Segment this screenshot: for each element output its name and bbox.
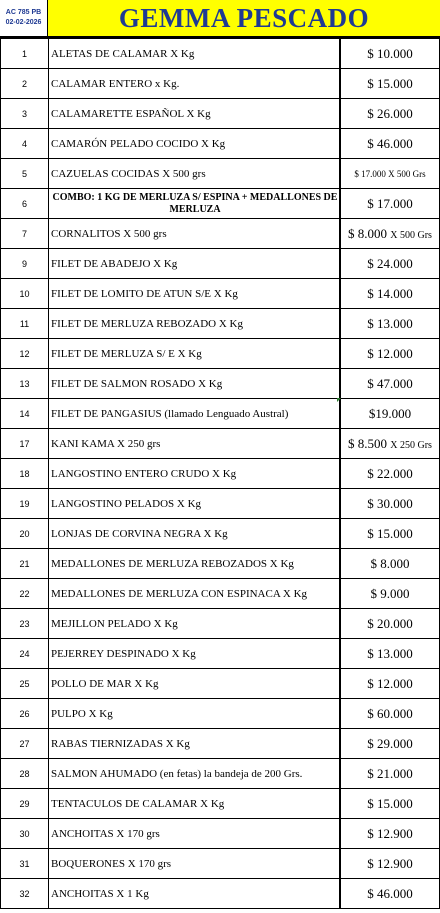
row-number: 11 [1,309,49,339]
table-row [1,849,440,879]
product-price [340,219,440,249]
header-date: 02-02-2026 [5,19,42,26]
table-row [1,339,440,369]
product-price: $ 26.000 [340,99,440,129]
product-name: FILET DE LOMITO DE ATUN S/E X Kg [49,279,341,309]
table-row [1,99,440,129]
row-number: 20 [1,519,49,549]
product-name: MEJILLON PELADO X Kg [49,609,341,639]
row-number: 23 [1,609,49,639]
price-table [0,38,440,909]
table-row [1,249,440,279]
table-row [1,219,440,249]
product-price: $ 9.000 [340,579,440,609]
product-price: $ 24.000 [340,249,440,279]
product-name: FILET DE PANGASIUS (llamado Lenguado Austral) [49,399,341,429]
product-price: $ 15.000 [340,789,440,819]
table-row [1,399,440,429]
table-row [1,639,440,669]
product-price: $ 46.000 [340,879,440,909]
row-number: 25 [1,669,49,699]
row-number: 2 [1,69,49,99]
product-price: $ 12.900 [340,819,440,849]
product-name: PEJERREY DESPINADO X Kg [49,639,341,669]
table-row [1,579,440,609]
table-row [1,729,440,759]
product-name: ALETAS DE CALAMAR X Kg [49,39,341,69]
product-name: BOQUERONES X 170 grs [49,849,341,879]
row-number: 24 [1,639,49,669]
table-row [1,879,440,909]
row-number: 12 [1,339,49,369]
table-row [1,459,440,489]
price-table-body [1,39,440,909]
product-price: $ 17.000 [340,189,440,219]
product-price: $ 12.000 [340,339,440,369]
product-name: PULPO X Kg [49,699,341,729]
row-number: 18 [1,459,49,489]
row-number: 27 [1,729,49,759]
product-price [340,429,440,459]
product-name: CAZUELAS COCIDAS X 500 grs [49,159,341,189]
table-row [1,369,440,399]
header-code: AC 785 PB [5,9,42,16]
row-number: 7 [1,219,49,249]
row-number: 10 [1,279,49,309]
product-price: $ 8.000 [340,549,440,579]
row-number: 19 [1,489,49,519]
table-row [1,309,440,339]
price-unit: X 250 Grs [390,439,432,451]
table-row [1,759,440,789]
table-row [1,429,440,459]
product-name: CAMARÓN PELADO COCIDO X Kg [49,129,341,159]
table-row [1,39,440,69]
row-number: 26 [1,699,49,729]
row-number: 21 [1,549,49,579]
product-price: $ 15.000 [340,519,440,549]
product-name: CALAMARETTE ESPAÑOL X Kg [49,99,341,129]
cell-comment-marker [337,398,341,402]
product-name: FILET DE SALMON ROSADO X Kg [49,369,341,399]
product-price: $ 13.000 [340,309,440,339]
product-price: $ 15.000 [340,69,440,99]
row-number: 30 [1,819,49,849]
product-name: FILET DE ABADEJO X Kg [49,249,341,279]
product-name: RABAS TIERNIZADAS X Kg [49,729,341,759]
product-price: $19.000 [340,399,440,429]
product-name: TENTACULOS DE CALAMAR X Kg [49,789,341,819]
row-number: 13 [1,369,49,399]
product-price: $ 17.000 X 500 Grs [340,159,440,189]
table-row [1,819,440,849]
row-number: 6 [1,189,49,219]
row-number: 31 [1,849,49,879]
product-name: LANGOSTINO PELADOS X Kg [49,489,341,519]
page-title: GEMMA PESCADO [48,0,440,36]
table-row [1,549,440,579]
product-price: $ 20.000 [340,609,440,639]
row-number: 17 [1,429,49,459]
row-number: 28 [1,759,49,789]
product-name: LANGOSTINO ENTERO CRUDO X Kg [49,459,341,489]
header-row [0,0,440,38]
price-value: $ 8.000 [348,225,388,241]
product-name: MEDALLONES DE MERLUZA CON ESPINACA X Kg [49,579,341,609]
product-price: $ 13.000 [340,639,440,669]
table-row [1,189,440,219]
product-name: FILET DE MERLUZA S/ E X Kg [49,339,341,369]
row-number: 9 [1,249,49,279]
product-price: $ 12.000 [340,669,440,699]
product-name: ANCHOITAS X 1 Kg [49,879,341,909]
product-name: COMBO: 1 KG DE MERLUZA S/ ESPINA + MEDALLONES DE MERLUZA [49,189,341,219]
row-number: 4 [1,129,49,159]
product-name: POLLO DE MAR X Kg [49,669,341,699]
table-row [1,69,440,99]
product-name: LONJAS DE CORVINA NEGRA X Kg [49,519,341,549]
table-row [1,129,440,159]
product-price: $ 29.000 [340,729,440,759]
product-price: $ 10.000 [340,39,440,69]
table-row [1,159,440,189]
product-name: KANI KAMA X 250 grs [49,429,341,459]
product-price: $ 30.000 [340,489,440,519]
row-number: 5 [1,159,49,189]
table-row [1,489,440,519]
product-price: $ 46.000 [340,129,440,159]
product-price: $ 12.900 [340,849,440,879]
product-name: CORNALITOS X 500 grs [49,219,341,249]
product-price: $ 60.000 [340,699,440,729]
table-row [1,519,440,549]
table-row [1,279,440,309]
row-number: 14 [1,399,49,429]
row-number: 32 [1,879,49,909]
product-name: ANCHOITAS X 170 grs [49,819,341,849]
row-number: 29 [1,789,49,819]
product-name: SALMON AHUMADO (en fetas) la bandeja de 200 Grs. [49,759,341,789]
table-row [1,609,440,639]
row-number: 1 [1,39,49,69]
product-price: $ 21.000 [340,759,440,789]
table-row [1,699,440,729]
product-price: $ 14.000 [340,279,440,309]
price-unit: X 500 Grs [390,229,432,241]
product-name: MEDALLONES DE MERLUZA REBOZADOS X Kg [49,549,341,579]
table-row [1,789,440,819]
table-row [1,669,440,699]
product-name: FILET DE MERLUZA REBOZADO X Kg [49,309,341,339]
price-value: $ 8.500 [348,435,388,451]
product-price: $ 47.000 [340,369,440,399]
product-name: CALAMAR ENTERO x Kg. [49,69,341,99]
row-number: 22 [1,579,49,609]
header-code-cell [0,0,48,36]
row-number: 3 [1,99,49,129]
product-price: $ 22.000 [340,459,440,489]
